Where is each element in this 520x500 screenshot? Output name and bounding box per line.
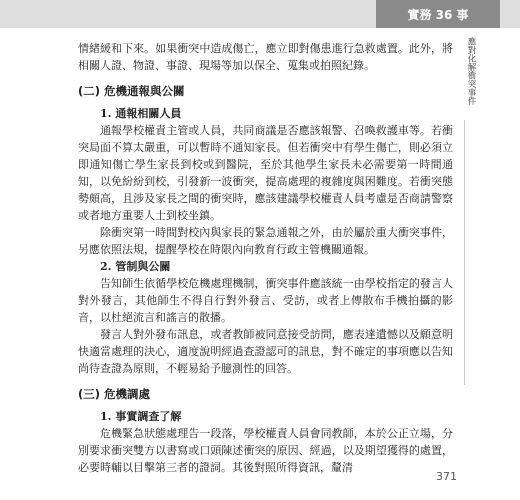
side-rule bbox=[464, 120, 465, 385]
chapter-tab: 實務 36 事 bbox=[376, 0, 500, 28]
subheading-fact-investigation: 1. 事實調查了解 bbox=[100, 410, 182, 423]
page-number: 371 bbox=[436, 470, 457, 483]
paragraph: 發言人對外發布訊息，或者教師被同意接受訪問，應表達遺憾以及願意明快適當處理的決心，適度說明經過查證認可的訊息，對不確定的事項應以告知尚待查證為原則，不輕易給予臆測性的回答。 bbox=[78, 328, 453, 375]
paragraph: 告知師生依循學校危機處理機制，衝突事件應該統一由學校指定的發言人對外發言，其他師生不得自行對外發言、受訪，或者上傳散布手機拍攝的影音，以杜絕流言和謠言的散播。 bbox=[78, 277, 453, 324]
subheading-notify-personnel: 1. 通報相關人員 bbox=[100, 107, 182, 120]
section-heading-crisis-mediation: (三) 危機調處 bbox=[78, 387, 151, 401]
paragraph: 危機緊急狀態處理告一段落，學校權責人員會同教師，本於公正立場，分別要求衝突雙方以書寫或口頭陳述衝突的原因、經過，以及期望獲得的處置，必要時輔以目擊第三者的證詞。其後對照所得資訊，釐清 bbox=[78, 427, 453, 474]
intro-paragraph: 情緒緩和下來。如果衝突中造成傷亡，應立即對傷患進行急救處置。此外，將相關人證、物證、事證、現場等加以保全、蒐集或拍照紀錄。 bbox=[78, 42, 453, 72]
subheading-control-pr: 2. 管制與公關 bbox=[100, 260, 171, 273]
paragraph: 除衝突第一時間對校內與家長的緊急通報之外，由於屬於重大衝突事件，另應依照法規，提醒學校在時限內向教育行政主管機關通報。 bbox=[78, 226, 453, 256]
page-body bbox=[78, 40, 453, 476]
section-heading-crisis-notification: (二) 危機通報與公關 bbox=[78, 84, 185, 98]
paragraph: 通報學校權責主管或人員，共同商議是否應該報警、召喚救護車等。若衝突局面不算太嚴重，可以暫時不通知家長。但若衝突中有學生傷亡，則必須立即通知傷亡學生家長到校或到醫院，至於其他學生家長未必需要第一時間通知，以免紛紛到校，引發新一波衝突，提高處理的複雜度與困難度。若衝突態勢頗高，且涉及家長之間的衝突時，應該建議學校權責人員考慮是否商請警察或者地方重要人士到校坐鎮。 bbox=[78, 124, 453, 222]
side-chapter-label: 應對化解衝突事件 bbox=[466, 37, 476, 105]
